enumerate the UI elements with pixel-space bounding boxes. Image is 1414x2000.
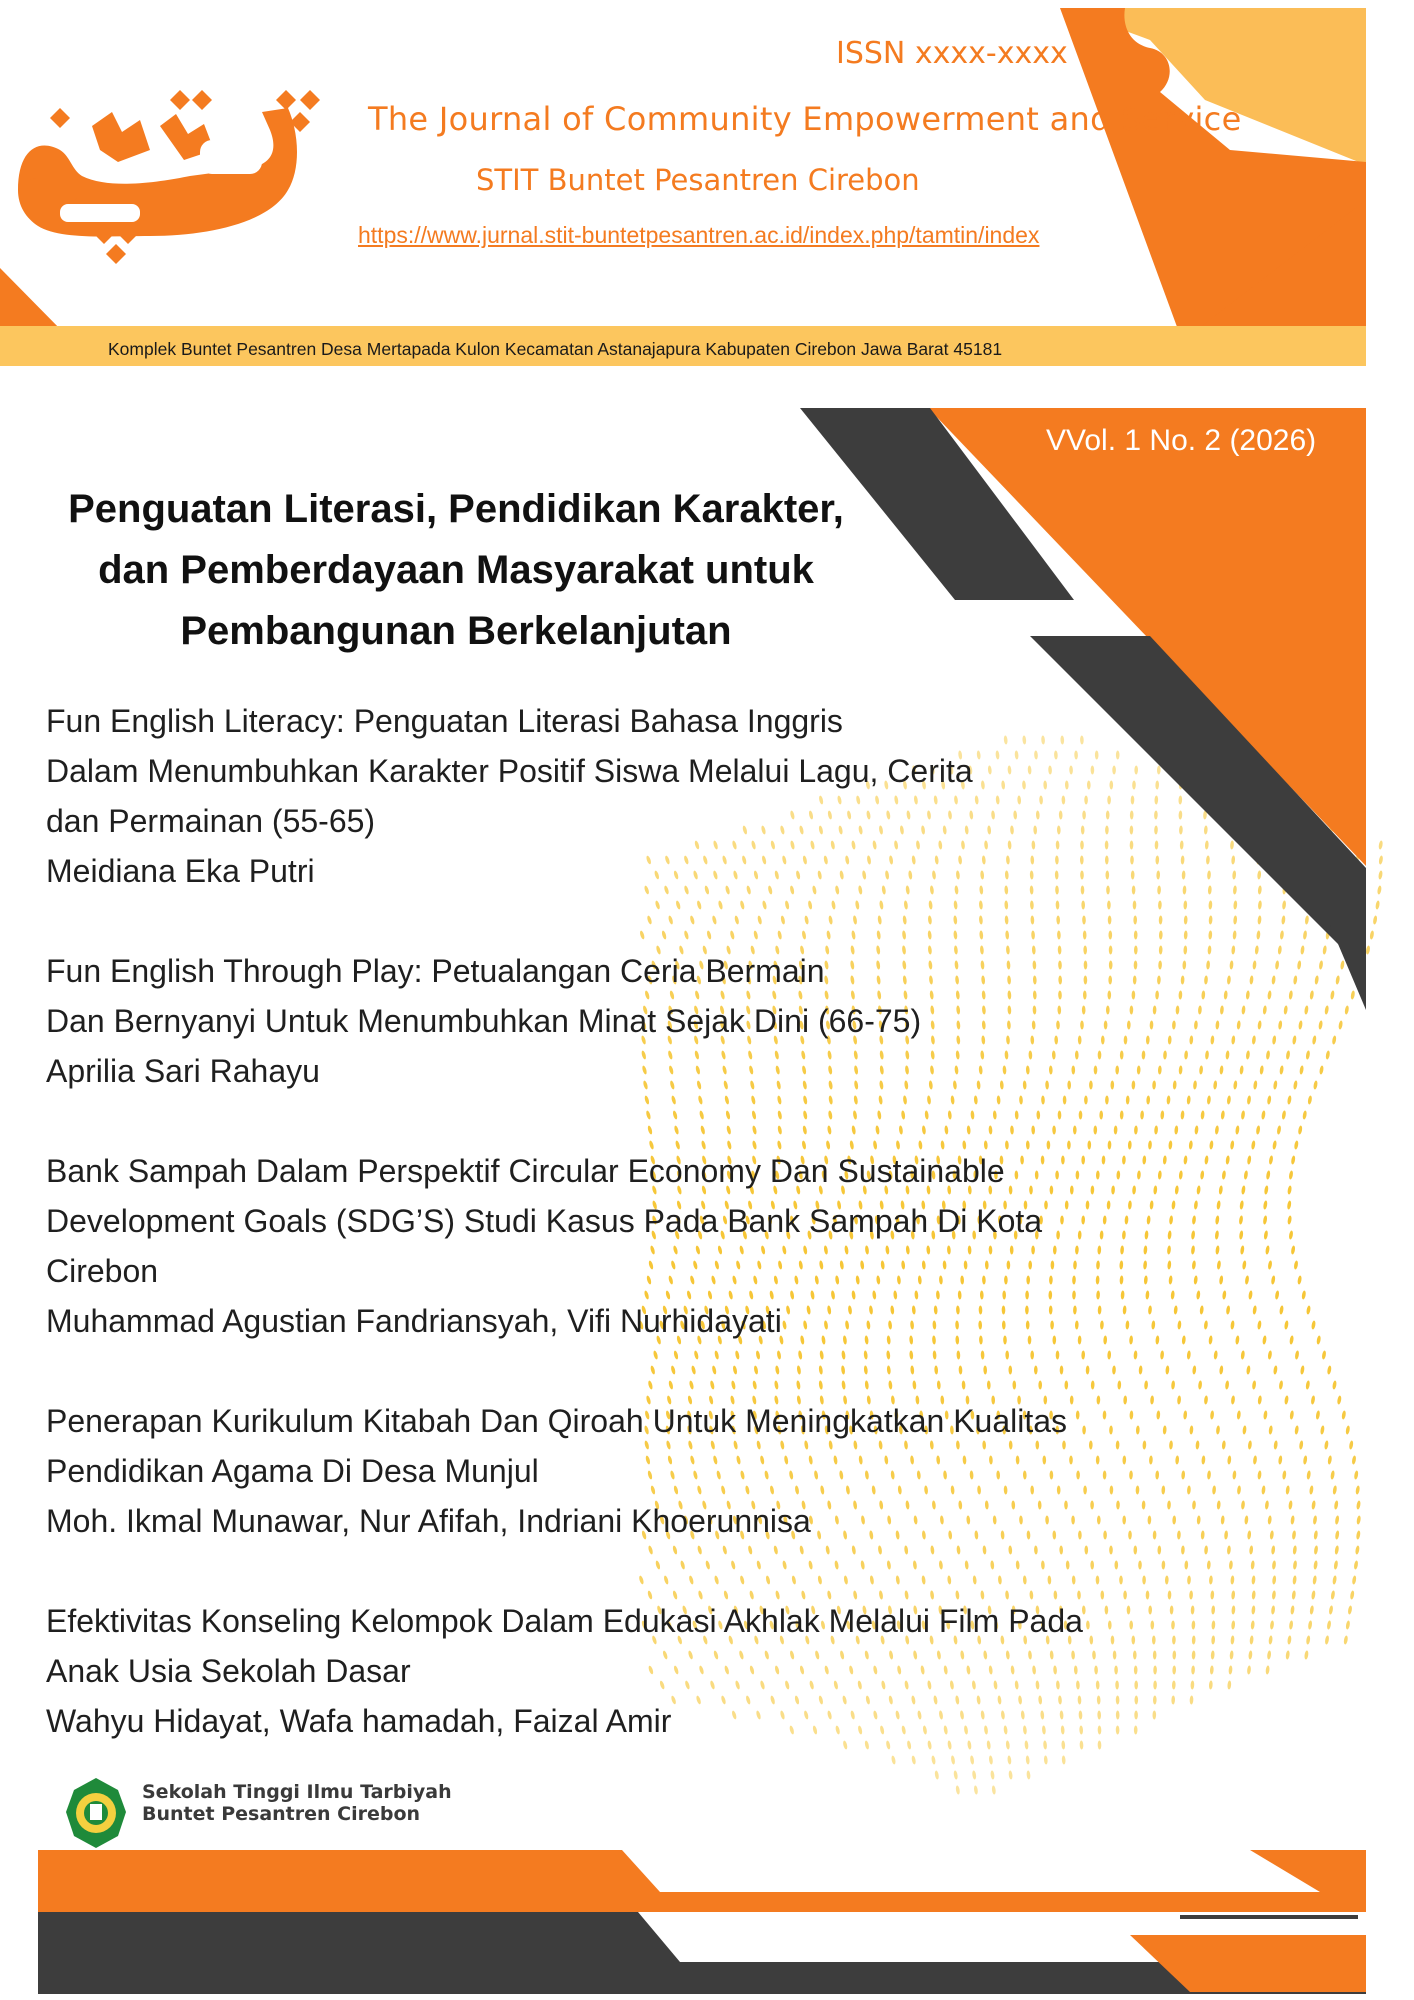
wave-dot: [1246, 990, 1250, 999]
wave-dot: [1373, 915, 1378, 924]
wave-dot: [1334, 1500, 1339, 1509]
article-title-line: Pendidikan Agama Di Desa Munjul: [46, 1453, 539, 1489]
wave-dot: [1337, 1395, 1342, 1404]
wave-dot: [1268, 1260, 1273, 1269]
wave-dot: [1335, 1515, 1340, 1524]
article-list: [46, 696, 1246, 1796]
article-title-line: Dan Bernyanyi Untuk Menumbuhkan Minat Sejak Dini (66-75): [46, 1003, 922, 1039]
wave-dot: [1297, 1275, 1302, 1284]
wave-dot: [1355, 1485, 1360, 1494]
wave-dot: [1252, 960, 1256, 969]
wave-dot: [1282, 1470, 1287, 1479]
wave-dot: [1332, 1380, 1337, 1389]
wave-dot: [1257, 1470, 1262, 1479]
wave-dot: [1268, 1425, 1273, 1434]
wave-dot: [1272, 1575, 1277, 1584]
wave-dot: [1253, 1080, 1258, 1089]
wave-dot: [1247, 1155, 1252, 1164]
wave-dot: [1249, 1635, 1253, 1644]
wave-dot: [1267, 1095, 1272, 1104]
institution-address: Komplek Buntet Pesantren Desa Mertapada Kulon Kecamatan Astanajapura Kabupaten Cirebon Jawa Barat 45181: [108, 339, 1003, 359]
wave-dot: [1343, 1635, 1348, 1644]
wave-dot: [1250, 1560, 1254, 1569]
wave-dot: [1309, 1485, 1314, 1494]
wave-dot: [1314, 975, 1319, 984]
wave-dot: [1278, 1020, 1283, 1029]
wave-dot: [1268, 1635, 1273, 1644]
wave-dot: [1356, 1530, 1361, 1539]
wave-dot: [1258, 900, 1262, 909]
wave-dot: [1279, 1305, 1284, 1314]
wave-dot: [1307, 1095, 1312, 1104]
article-entry: [46, 1146, 1246, 1346]
wave-dot: [1285, 1650, 1290, 1659]
wave-dot: [1301, 1290, 1306, 1299]
logo-calligraphy-icon: [18, 90, 320, 264]
wave-dot: [1265, 1500, 1270, 1509]
wave-dot: [1257, 870, 1261, 879]
wave-dot: [1256, 930, 1260, 939]
wave-dot: [1333, 1560, 1338, 1569]
wave-dot: [1266, 1170, 1271, 1179]
wave-dot: [1288, 1170, 1293, 1179]
wave-dot: [1267, 1515, 1272, 1524]
wave-dot: [1273, 1365, 1278, 1374]
wave-dot: [1350, 990, 1355, 999]
wave-dot: [1304, 1005, 1309, 1014]
wave-dot: [1272, 1035, 1277, 1044]
article-entry: [46, 1396, 1246, 1546]
wave-dot: [1263, 1410, 1268, 1419]
theme-line: dan Pemberdayaan Masyarakat untuk: [98, 548, 814, 592]
wave-dot: [1356, 1500, 1361, 1509]
article-title-line: Cirebon: [46, 1253, 159, 1289]
wave-dot: [1330, 1470, 1335, 1479]
wave-dot: [1306, 1305, 1311, 1314]
wave-dot: [1325, 1635, 1330, 1644]
wave-dot: [1269, 1155, 1274, 1164]
wave-dot: [1250, 1620, 1254, 1629]
wave-dot: [1289, 1335, 1294, 1344]
wave-dot: [1278, 945, 1283, 954]
wave-dot: [1311, 1320, 1316, 1329]
wave-dot: [1316, 1335, 1321, 1344]
wave-dot: [1305, 1050, 1310, 1059]
wave-dot: [1306, 1470, 1311, 1479]
wave-dot: [1279, 1380, 1284, 1389]
wave-dot: [1246, 1050, 1251, 1059]
wave-dot: [1312, 1035, 1317, 1044]
wave-dot: [1275, 960, 1280, 969]
theme-line: Pembangunan Berkelanjutan: [180, 609, 732, 653]
article-title-line: Penerapan Kurikulum Kitabah Dan Qiroah Untuk Meningkatkan Kualitas: [46, 1403, 1068, 1439]
article-title-line: Efektivitas Konseling Kelompok Dalam Edukasi Akhlak Melalui Film Pada: [46, 1603, 1083, 1639]
wave-dot: [1284, 1395, 1289, 1404]
wave-dot: [1315, 1410, 1320, 1419]
wave-dot: [1309, 990, 1314, 999]
wave-dot: [1251, 1140, 1256, 1149]
footer-bars: [38, 1850, 1366, 1994]
wave-dot: [1263, 1200, 1268, 1209]
wave-dot: [1292, 1035, 1297, 1044]
wave-dot: [1282, 900, 1287, 909]
wave-dot: [1288, 1230, 1293, 1239]
wave-dot: [1267, 1350, 1272, 1359]
wave-dot: [1259, 1065, 1264, 1074]
wave-dot: [1288, 1500, 1293, 1509]
wave-dot: [1313, 1080, 1318, 1089]
wave-dot: [1303, 1455, 1308, 1464]
wave-dot: [1299, 1440, 1304, 1449]
wave-dot: [1293, 975, 1298, 984]
wave-dot: [1319, 1065, 1324, 1074]
wave-dot: [1247, 1095, 1252, 1104]
wave-dot: [1294, 1140, 1299, 1149]
wave-dot: [1318, 1020, 1323, 1029]
wave-dot: [1299, 1065, 1304, 1074]
wave-dot: [1267, 990, 1272, 999]
article-title-line: dan Permainan (55-65): [46, 803, 376, 839]
wave-dot: [1271, 1545, 1276, 1554]
wave-dot: [1262, 1335, 1267, 1344]
wave-dot: [1288, 990, 1293, 999]
wave-dot: [1272, 1590, 1277, 1599]
wave-dot: [1277, 1125, 1282, 1134]
wave-dot: [1335, 975, 1340, 984]
wave-dot: [1272, 1560, 1277, 1569]
wave-dot: [1278, 1455, 1283, 1464]
wave-dot: [1290, 1605, 1295, 1614]
wave-dot: [1283, 1005, 1288, 1014]
wave-dot: [1265, 1245, 1270, 1254]
wave-dot: [1256, 1125, 1261, 1134]
wave-dot: [1257, 1395, 1262, 1404]
footer-institution-line: Sekolah Tinggi Ilmu Tarbiyah: [142, 1781, 452, 1803]
wave-dot: [1248, 1650, 1252, 1659]
wave-dot: [1322, 945, 1327, 954]
wave-dot: [1305, 915, 1310, 924]
article-authors: Moh. Ikmal Munawar, Nur Afifah, Indriani Khoerunnisa: [46, 1503, 811, 1539]
issue-theme: [26, 479, 886, 662]
wave-dot: [1305, 1380, 1310, 1389]
wave-dot: [1309, 1605, 1314, 1614]
wave-dot: [1279, 1065, 1284, 1074]
wave-dot: [1291, 1155, 1296, 1164]
wave-dot: [1365, 945, 1370, 954]
wave-dot: [1280, 930, 1285, 939]
wave-dot: [1249, 1545, 1253, 1554]
wave-dot: [1257, 915, 1261, 924]
wave-dot: [1311, 1395, 1316, 1404]
wave-dot: [1252, 1380, 1257, 1389]
wave-dot: [1270, 1530, 1275, 1539]
wave-dot: [1377, 885, 1382, 894]
wave-dot: [1287, 1095, 1292, 1104]
article-entry: [46, 946, 1246, 1096]
wave-dot: [1349, 1440, 1354, 1449]
wave-dot: [1294, 1425, 1299, 1434]
wave-dot: [1352, 1575, 1357, 1584]
article-authors: Wahyu Hidayat, Wafa hamadah, Faizal Amir: [46, 1703, 672, 1739]
wave-dot: [1297, 960, 1302, 969]
wave-dot: [1324, 1005, 1329, 1014]
wave-dot: [1275, 1290, 1280, 1299]
wave-dot: [1340, 960, 1345, 969]
wave-dot: [1265, 1665, 1270, 1674]
wave-dot: [1251, 1605, 1255, 1614]
wave-dot: [1332, 1575, 1337, 1584]
wave-dot: [1375, 900, 1380, 909]
wave-dot: [1378, 870, 1383, 879]
article-entry: [46, 1596, 1246, 1746]
wave-dot: [1252, 1305, 1257, 1314]
wave-dot: [1253, 1455, 1258, 1464]
wave-dot: [1252, 1035, 1257, 1044]
journal-name: The Journal of Community Empowerment and Service: [368, 100, 1242, 138]
wave-dot: [1249, 975, 1253, 984]
wave-dot: [1344, 1005, 1349, 1014]
wave-dot: [1292, 1575, 1297, 1584]
wave-dot: [1267, 1650, 1272, 1659]
article-title-line: Fun English Through Play: Petualangan Ceria Bermain: [46, 953, 825, 989]
wave-dot: [1284, 1320, 1289, 1329]
wave-dot: [1345, 1620, 1350, 1629]
article-authors: Muhammad Agustian Fandriansyah, Vifi Nurhidayati: [46, 1303, 782, 1339]
wave-dot: [1355, 1545, 1360, 1554]
wave-dot: [1281, 1110, 1286, 1119]
wave-dot: [1330, 990, 1335, 999]
wave-dot: [1287, 1185, 1292, 1194]
wave-dot: [1311, 1500, 1316, 1509]
wave-dot: [1290, 1515, 1295, 1524]
wave-dot: [1304, 1650, 1309, 1659]
wave-dot: [1271, 1275, 1276, 1284]
wave-dot: [1257, 1020, 1262, 1029]
wave-dot: [1327, 1365, 1332, 1374]
wave-dot: [1247, 1665, 1251, 1674]
footer-institution: [142, 1781, 452, 1825]
wave-dot: [1281, 915, 1286, 924]
wave-dot: [1354, 1470, 1359, 1479]
theme-line: Penguatan Literasi, Pendidikan Karakter,: [68, 487, 844, 531]
wave-dot: [1327, 1455, 1332, 1464]
wave-dot: [1327, 1620, 1332, 1629]
wave-dot: [1261, 1485, 1266, 1494]
wave-dot: [1255, 945, 1259, 954]
wave-dot: [1320, 1425, 1325, 1434]
wave-dot: [1248, 1290, 1253, 1299]
wave-dot: [1248, 1440, 1253, 1449]
wave-dot: [1287, 1635, 1292, 1644]
wave-dot: [1332, 1035, 1337, 1044]
wave-dot: [1257, 1320, 1262, 1329]
wave-dot: [1335, 1530, 1340, 1539]
wave-dot: [1247, 1530, 1251, 1539]
footer-institution-line: Buntet Pesantren Cirebon: [142, 1803, 421, 1825]
wave-dot: [1287, 1215, 1292, 1224]
wave-dot: [1311, 1590, 1316, 1599]
wave-dot: [1312, 1575, 1317, 1584]
wave-dot: [1378, 840, 1383, 849]
wave-dot: [1369, 930, 1374, 939]
issn-label: ISSN xxxx-xxxx: [836, 36, 1068, 71]
wave-dot: [1285, 1485, 1290, 1494]
wave-dot: [1313, 1530, 1318, 1539]
article-title-line: Development Goals (SDG’S) Studi Kasus Pada Bank Sampah Di Kota: [46, 1203, 1043, 1239]
wave-dot: [1263, 1215, 1268, 1224]
wave-dot: [1300, 1365, 1305, 1374]
wave-dot: [1291, 1590, 1296, 1599]
wave-dot: [1263, 1230, 1268, 1239]
wave-dot: [1347, 1605, 1352, 1614]
institution-name: STIT Buntet Pesantren Cirebon: [476, 163, 920, 197]
volume-label: VVol. 1 No. 2 (2026): [1046, 424, 1317, 457]
wave-dot: [1313, 1515, 1318, 1524]
wave-dot: [1314, 1545, 1319, 1554]
wave-dot: [1308, 1620, 1313, 1629]
wave-dot: [1264, 1185, 1269, 1194]
wave-dot: [1289, 1410, 1294, 1419]
journal-url-link[interactable]: https://www.jurnal.stit-buntetpesantren.ac.id/index.php/tamtin/index: [358, 222, 1040, 248]
wave-dot: [1329, 1605, 1334, 1614]
article-title-line: Fun English Literacy: Penguatan Literasi Bahasa Inggris: [46, 703, 843, 739]
wave-dot: [1330, 1590, 1335, 1599]
wave-dot: [1298, 1125, 1303, 1134]
wave-dot: [1351, 1455, 1356, 1464]
wave-dot: [1270, 1620, 1275, 1629]
wave-dot: [1378, 855, 1383, 864]
wave-dot: [1273, 1440, 1278, 1449]
wave-dot: [1298, 1020, 1303, 1029]
wave-dot: [1295, 1350, 1300, 1359]
article-authors: Meidiana Eka Putri: [46, 853, 315, 889]
wave-dot: [1293, 1260, 1298, 1269]
wave-dot: [1273, 1080, 1278, 1089]
wave-dot: [1258, 885, 1262, 894]
wave-dot: [1286, 1050, 1291, 1059]
wave-dot: [1332, 1485, 1337, 1494]
wave-dot: [1293, 1560, 1298, 1569]
wave-dot: [1287, 1200, 1292, 1209]
wave-dot: [1306, 1635, 1311, 1644]
wave-dot: [1300, 945, 1305, 954]
article-authors: Aprilia Sari Rahayu: [46, 1053, 320, 1089]
wave-dot: [1271, 1605, 1276, 1614]
wave-dot: [1292, 1545, 1297, 1554]
wave-dot: [1350, 1590, 1355, 1599]
wave-dot: [1291, 1245, 1296, 1254]
wave-dot: [1263, 1005, 1268, 1014]
article-title-line: Dalam Menumbuhkan Karakter Positif Siswa Melalui Lagu, Cerita: [46, 753, 973, 789]
wave-dot: [1289, 1620, 1294, 1629]
wave-dot: [1319, 960, 1324, 969]
wave-dot: [1303, 930, 1308, 939]
wave-dot: [1266, 1050, 1271, 1059]
wave-dot: [1293, 1080, 1298, 1089]
article-entry: [46, 696, 1246, 896]
wave-dot: [1334, 1545, 1339, 1554]
wave-dot: [1313, 1560, 1318, 1569]
wave-dot: [1353, 1560, 1358, 1569]
wave-dot: [1246, 1365, 1251, 1374]
wave-dot: [1356, 1515, 1361, 1524]
wave-dot: [1338, 1020, 1343, 1029]
wave-dot: [1261, 1110, 1266, 1119]
wave-dot: [1325, 1050, 1330, 1059]
wave-dot: [1345, 1425, 1350, 1434]
wave-dot: [1292, 1530, 1297, 1539]
wave-dot: [1251, 1590, 1255, 1599]
article-title-line: Anak Usia Sekolah Dasar: [46, 1653, 411, 1689]
wave-dot: [1302, 1110, 1307, 1119]
wave-dot: [1251, 1575, 1255, 1584]
article-title-line: Bank Sampah Dalam Perspektif Circular Economy Dan Sustainable: [46, 1153, 1005, 1189]
wave-dot: [1272, 1140, 1277, 1149]
wave-dot: [1341, 1410, 1346, 1419]
wave-dot: [1324, 1440, 1329, 1449]
wave-dot: [1271, 975, 1276, 984]
wave-dot: [1321, 1350, 1326, 1359]
